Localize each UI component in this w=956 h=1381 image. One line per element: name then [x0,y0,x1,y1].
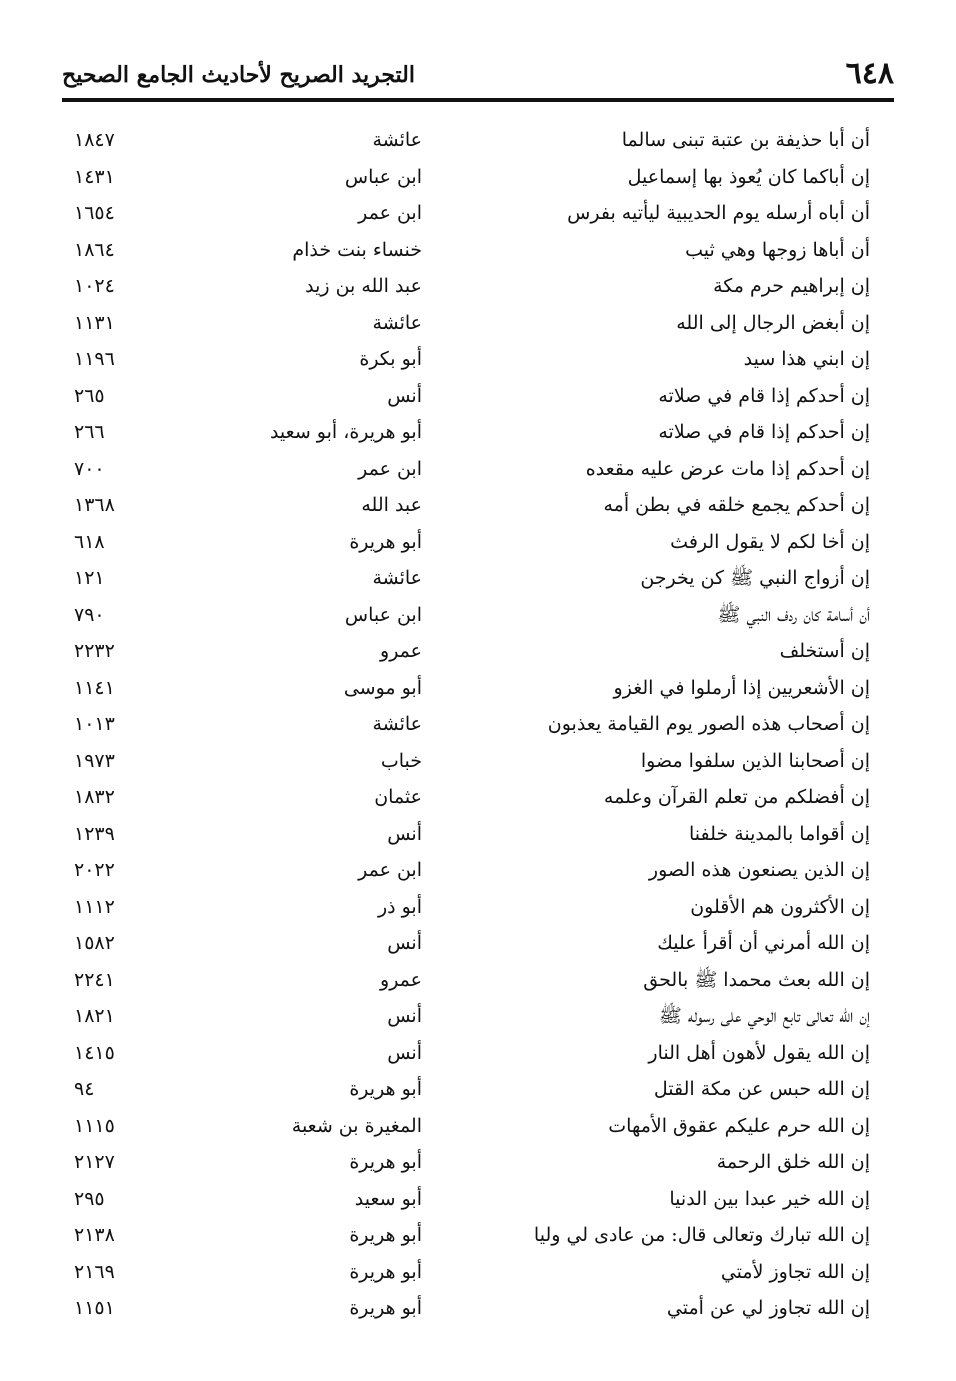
index-row [62,487,870,524]
index-row [62,816,870,853]
hadith-number: ١٨٦٤ [74,238,115,261]
hadith-number: ٢١٦٩ [74,1260,115,1283]
index-row [62,743,870,780]
hadith-number: ٢٩٥ [74,1187,105,1210]
narrator-name: أبو موسى [343,676,422,699]
hadith-text: إن الأشعريين إذا أرملوا في الغزو [613,676,870,699]
hadith-number: ١٤٣١ [74,165,115,188]
narrator-name: أبو هريرة [349,1078,422,1100]
index-row [62,1144,870,1181]
narrator-name: أنس [387,822,422,845]
hadith-number: ١١١٢ [74,895,115,918]
narrator-name: أنس [387,1005,422,1027]
narrator-name: عثمان [374,786,422,808]
hadith-number: ٢٠٢٢ [74,859,115,881]
index-row [62,1181,870,1218]
narrator-name: ابن عباس [344,603,422,626]
hadith-number: ١٨٣٢ [74,786,115,808]
hadith-number: ٢٢٣٢ [74,640,115,662]
index-row [62,670,870,707]
index-row [62,962,870,999]
narrator-name: المغيرة بن شعبة [291,1114,422,1137]
narrator-name: ابن عباس [344,165,422,188]
hadith-number: ٧٩٠ [74,603,105,626]
hadith-number: ٢٦٦ [74,421,105,443]
hadith-text: إن إبراهيم حرم مكة [713,275,870,297]
narrator-name: ابن عمر [358,202,422,224]
narrator-name: أنس [387,384,422,407]
narrator-name: أنس [387,1041,422,1064]
index-row [62,305,870,342]
index-row [62,159,870,196]
hadith-text: أن أباه أرسله يوم الحديبية ليأتيه بفرس [567,202,870,224]
index-row [62,852,870,889]
index-row [62,268,870,305]
index-row [62,998,870,1035]
index-row [62,451,870,488]
index-row [62,925,870,962]
index-row [62,1108,870,1145]
hadith-text: إن أحدكم إذا قام في صلاته [658,421,870,443]
index-row [62,195,870,232]
hadith-text: إن أباكما كان يُعوذ بها إسماعيل [627,165,870,188]
index-row [62,232,870,269]
hadith-text: إن الله يقول لأهون أهل النار [648,1041,870,1064]
hadith-text: إن الله تجاوز لي عن أمتي [666,1297,870,1319]
hadith-number: ١٣٦٨ [74,494,115,516]
hadith-text: إن أفضلكم من تعلم القرآن وعلمه [603,786,870,808]
hadith-text: إن الله تبارك وتعالى قال: من عادى لي وليا [533,1224,870,1246]
index-row [62,1254,870,1291]
hadith-number: ١٠٢٤ [74,275,115,297]
hadith-number: ١١٤١ [74,676,115,699]
book-title: التجريد الصريح لأحاديث الجامع الصحيح [62,62,415,88]
hadith-number: ١١١٥ [74,1114,115,1137]
hadith-number: ١٩٧٣ [74,749,115,772]
index-row [62,1035,870,1072]
index-row [62,1290,870,1327]
index-row [62,597,870,634]
page-number: ٦٤٨ [845,56,894,91]
narrator-name: أبو هريرة [349,1260,422,1283]
index-row [62,779,870,816]
hadith-text: إن الله خلق الرحمة [716,1151,870,1173]
index-row [62,1071,870,1108]
hadith-text: إن أزواج النبي ﷺ كن يخرجن [640,567,870,589]
hadith-text: إن أحدكم إذا قام في صلاته [658,384,870,407]
hadith-number: ١٦٥٤ [74,202,115,224]
hadith-index-list [62,122,870,1327]
narrator-name: عائشة [372,567,422,589]
index-row [62,1217,870,1254]
hadith-text: أن أبا حذيفة بن عتبة تبنى سالما [621,129,870,151]
hadith-number: ٢٦٥ [74,384,105,407]
index-row [62,122,870,159]
index-row [62,560,870,597]
hadith-text: إن ابني هذا سيد [743,348,870,370]
hadith-text: إن الله حرم عليكم عقوق الأمهات [608,1114,870,1137]
header-rule [62,98,894,102]
narrator-name: أبو ذر [377,895,422,918]
hadith-text: إن الله بعث محمدا ﷺ بالحق [643,968,870,991]
hadith-text: إن أحدكم إذا مات عرض عليه مقعده [585,457,870,480]
hadith-text: إن الله خير عبدا بين الدنيا [669,1187,870,1210]
narrator-name: عمرو [380,968,422,991]
hadith-text: إن أبغض الرجال إلى الله [676,311,870,334]
hadith-number: ١٨٢١ [74,1005,115,1027]
hadith-number: ٢١٣٨ [74,1224,115,1246]
hadith-number: ١٢٣٩ [74,822,115,845]
narrator-name: ابن عمر [358,859,422,881]
hadith-text: إن الله أمرني أن أقرأ عليك [657,932,870,954]
hadith-number: ١٠١٣ [74,713,115,735]
narrator-name: عبد الله [361,494,422,516]
page-header [62,54,894,96]
hadith-text: إن الأكثرون هم الأقلون [690,895,870,918]
hadith-text: أن أباها زوجها وهي ثيب [685,238,870,261]
hadith-number: ٢١٢٧ [74,1151,115,1173]
narrator-name: عبد الله بن زيد [305,275,422,297]
index-row [62,378,870,415]
index-row [62,524,870,561]
narrator-name: أبو بكرة [359,348,422,370]
hadith-text: إن أحدكم يجمع خلقه في بطن أمه [603,494,870,516]
narrator-name: أبو هريرة [349,530,422,553]
hadith-text: إن الله تعالى تابع الوحي على رسوله ﷺ [658,1005,870,1027]
narrator-name: أبو هريرة، أبو سعيد [269,421,422,443]
hadith-text: إن أستخلف [779,640,870,662]
narrator-name: عائشة [372,311,422,334]
narrator-name: خنساء بنت خذام [292,238,422,261]
hadith-number: ١١٣١ [74,311,115,334]
narrator-name: عائشة [372,713,422,735]
index-row [62,414,870,451]
hadith-text: إن الله تجاوز لأمتي [720,1260,870,1283]
hadith-text: إن الذين يصنعون هذه الصور [648,859,870,881]
hadith-text: إن أصحاب هذه الصور يوم القيامة يعذبون [547,713,870,735]
hadith-number: ١٢١ [74,567,105,589]
hadith-number: ٢٢٤١ [74,968,115,991]
index-row [62,889,870,926]
narrator-name: عائشة [372,129,422,151]
index-row [62,706,870,743]
narrator-name: عمرو [380,640,422,662]
hadith-number: ١١٥١ [74,1297,115,1319]
index-row [62,341,870,378]
hadith-text: إن أصحابنا الذين سلفوا مضوا [640,749,870,772]
hadith-text: إن الله حبس عن مكة القتل [653,1078,870,1100]
narrator-name: أبو هريرة [349,1151,422,1173]
hadith-text: إن أقواما بالمدينة خلفنا [689,822,870,845]
hadith-number: ٧٠٠ [74,457,105,480]
hadith-text: أن أسامة كان ردف النبي ﷺ [717,603,870,626]
narrator-name: خباب [380,749,422,772]
hadith-number: ١١٩٦ [74,348,115,370]
hadith-text: إن أخا لكم لا يقول الرفث [670,530,870,553]
hadith-number: ٩٤ [74,1078,95,1100]
narrator-name: أنس [387,932,422,954]
narrator-name: أبو هريرة [349,1224,422,1246]
hadith-number: ١٤١٥ [74,1041,115,1064]
narrator-name: أبو سعيد [354,1187,422,1210]
narrator-name: أبو هريرة [349,1297,422,1319]
hadith-number: ٦١٨ [74,530,105,553]
narrator-name: ابن عمر [358,457,422,480]
hadith-number: ١٥٨٢ [74,932,115,954]
hadith-number: ١٨٤٧ [74,129,115,151]
index-row [62,633,870,670]
